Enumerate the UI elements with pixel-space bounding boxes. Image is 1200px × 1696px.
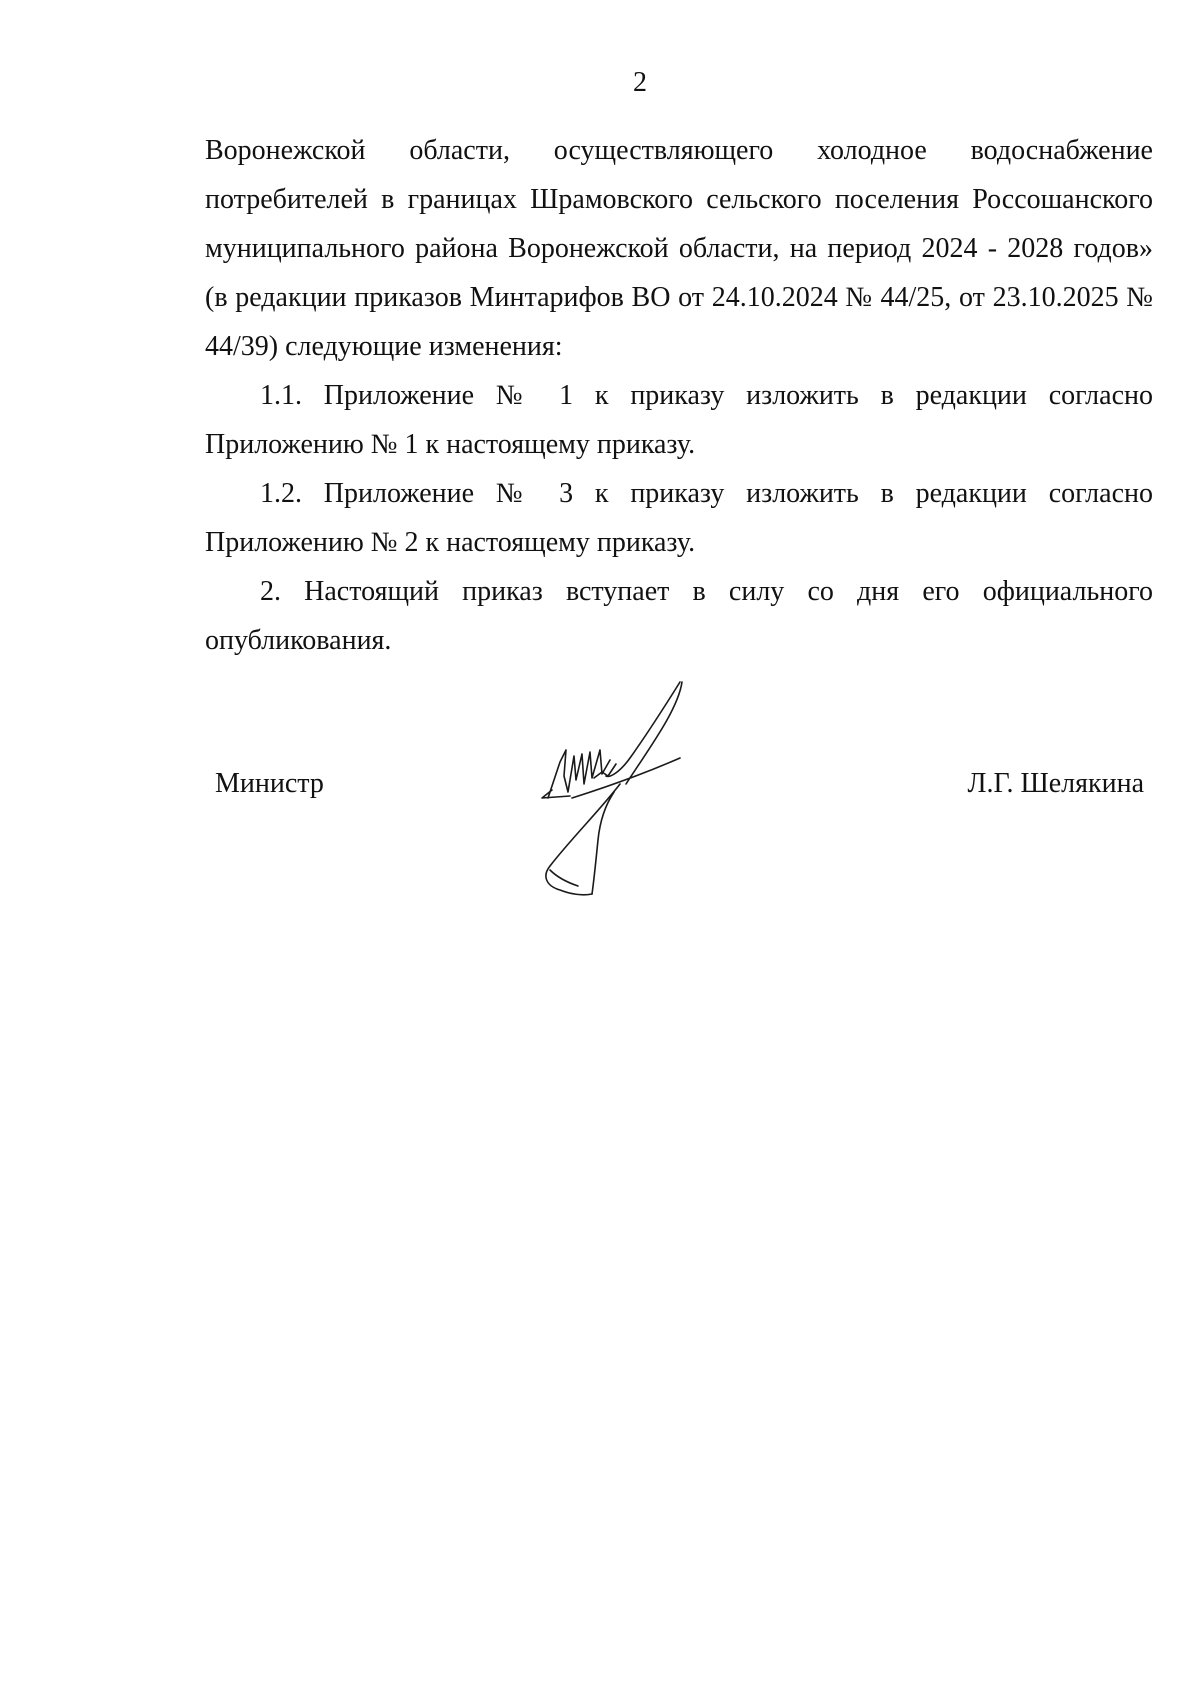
document-body: [205, 126, 1153, 665]
paragraph-item-1-1: 1.1. Приложение № 1 к приказу изложить в редакции согласно Приложению № 1 к настоящему приказу.: [205, 380, 1153, 460]
signatory-name: Л.Г. Шелякина: [967, 768, 1144, 799]
signatory-title: Министр: [215, 768, 324, 799]
page-number-value: 2: [633, 67, 647, 98]
paragraph-continuation: Воронежской области, осуществляющего холодное водоснабжение потребителей в границах Шрамовского сельского поселения Россошанского муниципального района Воронежской области, на период 2024 - 2028 годов» (в редакции приказов Минтарифов ВО от 24.10.2024 № 44/25, от 23.10.2025 № 44/39) следующие изменения:: [205, 135, 1153, 362]
paragraph-item-2: 2. Настоящий приказ вступает в силу со дня его официального опубликования.: [205, 576, 1153, 656]
paragraph-item-1-2: 1.2. Приложение № 3 к приказу изложить в редакции согласно Приложению № 2 к настоящему приказу.: [205, 478, 1153, 558]
handwritten-signature: [530, 680, 730, 920]
page-number: [0, 66, 1200, 100]
